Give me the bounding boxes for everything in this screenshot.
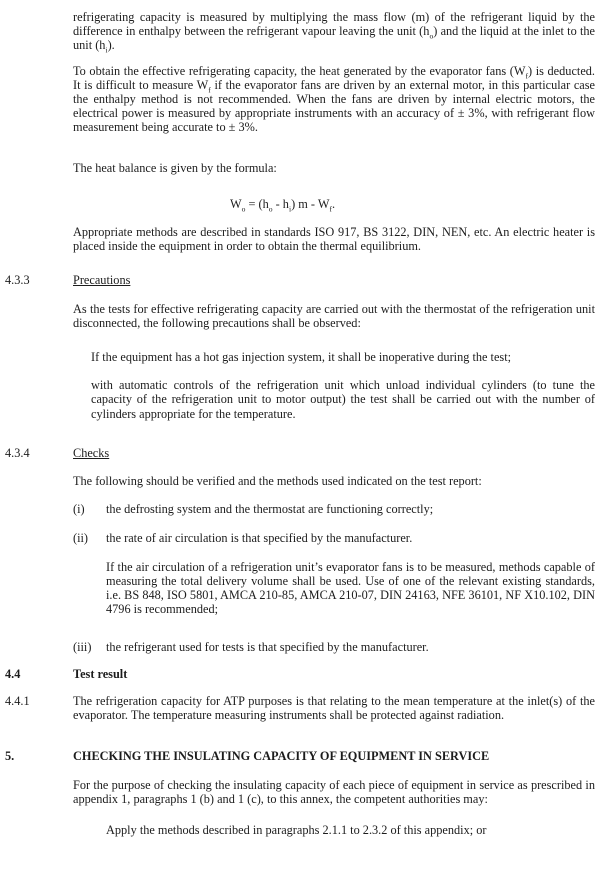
section-heading-4-3-3 <box>5 273 595 288</box>
para-checks-intro <box>73 474 595 488</box>
text-run: W <box>230 196 242 211</box>
para-apply-methods <box>106 823 595 837</box>
para-insulating-intro <box>73 778 595 806</box>
para-standards <box>73 225 595 253</box>
para-automatic-controls <box>91 378 595 421</box>
section-heading-4-3-4 <box>5 445 595 460</box>
text-run: Appropriate methods are described in standards ISO 917, BS 3122, DIN, NEN, etc. An electric heater is placed inside the equipment in order to obtain the thermal equilibrium. <box>73 225 595 254</box>
text-run: ) and the liquid at the inlet to the unit (h <box>73 24 595 53</box>
list-marker: (ii) <box>73 531 89 546</box>
para-precautions-intro <box>73 302 595 330</box>
text-run: For the purpose of checking the insulating capacity of each piece of equipment in service as prescribed in appendix 1, paragraphs 1 (b) and 1 (c), to this annex, the competent authorities may: <box>73 777 595 806</box>
subscript: o <box>241 204 246 214</box>
text-run: To obtain the effective refrigerating capacity, the heat generated by the evaporator fans (W <box>73 63 526 78</box>
subscript: o <box>429 31 434 41</box>
section-title: CHECKING THE INSULATING CAPACITY OF EQUIPMENT IN SERVICE <box>73 749 490 764</box>
text-run: - h <box>272 196 289 211</box>
section-number: 4.3.4 <box>5 445 30 460</box>
text-run: ) m - W <box>291 196 330 211</box>
para-hot-gas-injection <box>91 350 595 364</box>
list-item-text: the rate of air circulation is that specified by the manufacturer. <box>106 531 413 546</box>
text-run: The heat balance is given by the formula: <box>73 160 277 175</box>
subscript: f <box>208 85 211 95</box>
check-item-i <box>73 502 595 516</box>
text-run: . <box>332 196 336 211</box>
list-item-text: the defrosting system and the thermostat are functioning correctly; <box>106 502 434 517</box>
heat-balance-formula <box>230 196 600 214</box>
subscript: i <box>105 45 108 55</box>
section-title: Test result <box>73 666 128 681</box>
check-item-ii <box>73 531 595 545</box>
text-run: The following should be verified and the methods used indicated on the test report: <box>73 474 482 489</box>
subscript: f <box>329 204 333 214</box>
text-run: If the equipment has a hot gas injection system, it shall be inoperative during the test; <box>91 350 512 365</box>
subscript: o <box>268 204 273 214</box>
text-run: ) is deducted. It is difficult to measure W <box>73 63 595 92</box>
para-test-result-4-4-1 <box>5 693 595 723</box>
subscript: i <box>288 204 292 214</box>
check-item-iii <box>73 640 595 654</box>
section-number: 4.4 <box>5 666 21 681</box>
para-effective-capacity <box>73 64 595 135</box>
section-heading-5 <box>5 749 595 764</box>
section-number: 5. <box>5 749 15 764</box>
text-run: The refrigeration capacity for ATP purposes is that relating to the mean temperature at the inlet(s) of the evaporator. The temperature measuring instruments shall be protected against radiation. <box>73 693 595 723</box>
list-item-text: the refrigerant used for tests is that specified by the manufacturer. <box>106 640 429 655</box>
section-number: 4.3.3 <box>5 273 30 288</box>
list-marker: (iii) <box>73 640 92 655</box>
subscript: f <box>525 71 528 81</box>
section-title: Checks <box>73 445 110 460</box>
text-run: refrigerating capacity is measured by multiplying the mass flow (m) of the refrigerant liquid by the difference in enthalpy between the refrigerant vapour leaving the unit (h <box>73 10 595 39</box>
text-run: if the evaporator fans are driven by an external motor, in this particular case the enthalpy method is not recommended. When the fans are driven by internal electric motors, the electrical power is measured by appropriate instruments with an accuracy of ± 3%, with refrigerant flow measurement being accurate to ± 3%. <box>73 77 596 135</box>
list-marker: (i) <box>73 502 85 517</box>
text-run: As the tests for effective refrigerating capacity are carried out with the thermostat of the refrigeration unit disconnected, the following precautions shall be observed: <box>73 301 595 330</box>
text-run: = (h <box>245 196 269 211</box>
text-run: with automatic controls of the refrigeration unit which unload individual cylinders (to tune the capacity of the refrigeration unit to motor output) the test shall be carried out with the number of cylinders appropriate for the temperature. <box>91 378 595 421</box>
heat-balance-intro <box>73 161 595 175</box>
para-air-circulation <box>106 560 595 617</box>
text-run: Apply the methods described in paragraphs 2.1.1 to 2.3.2 of this appendix; or <box>106 822 487 837</box>
para-enthalpy-measurement <box>73 10 595 53</box>
section-number: 4.4.1 <box>5 693 30 708</box>
text-run: If the air circulation of a refrigeration unit’s evaporator fans is to be measured, methods capable of measuring the total delivery volume shall be used. Use of one of the relevant existing standards, i.e. BS 848, ISO 5801, AMCA 210-85, AMCA 210-07, DIN 24163, NFE 36101, NF X10.102, DIN 4796 is recommended; <box>106 559 595 617</box>
section-title: Precautions <box>73 273 131 288</box>
text-run: ). <box>107 38 115 53</box>
section-heading-4-4 <box>5 666 595 681</box>
